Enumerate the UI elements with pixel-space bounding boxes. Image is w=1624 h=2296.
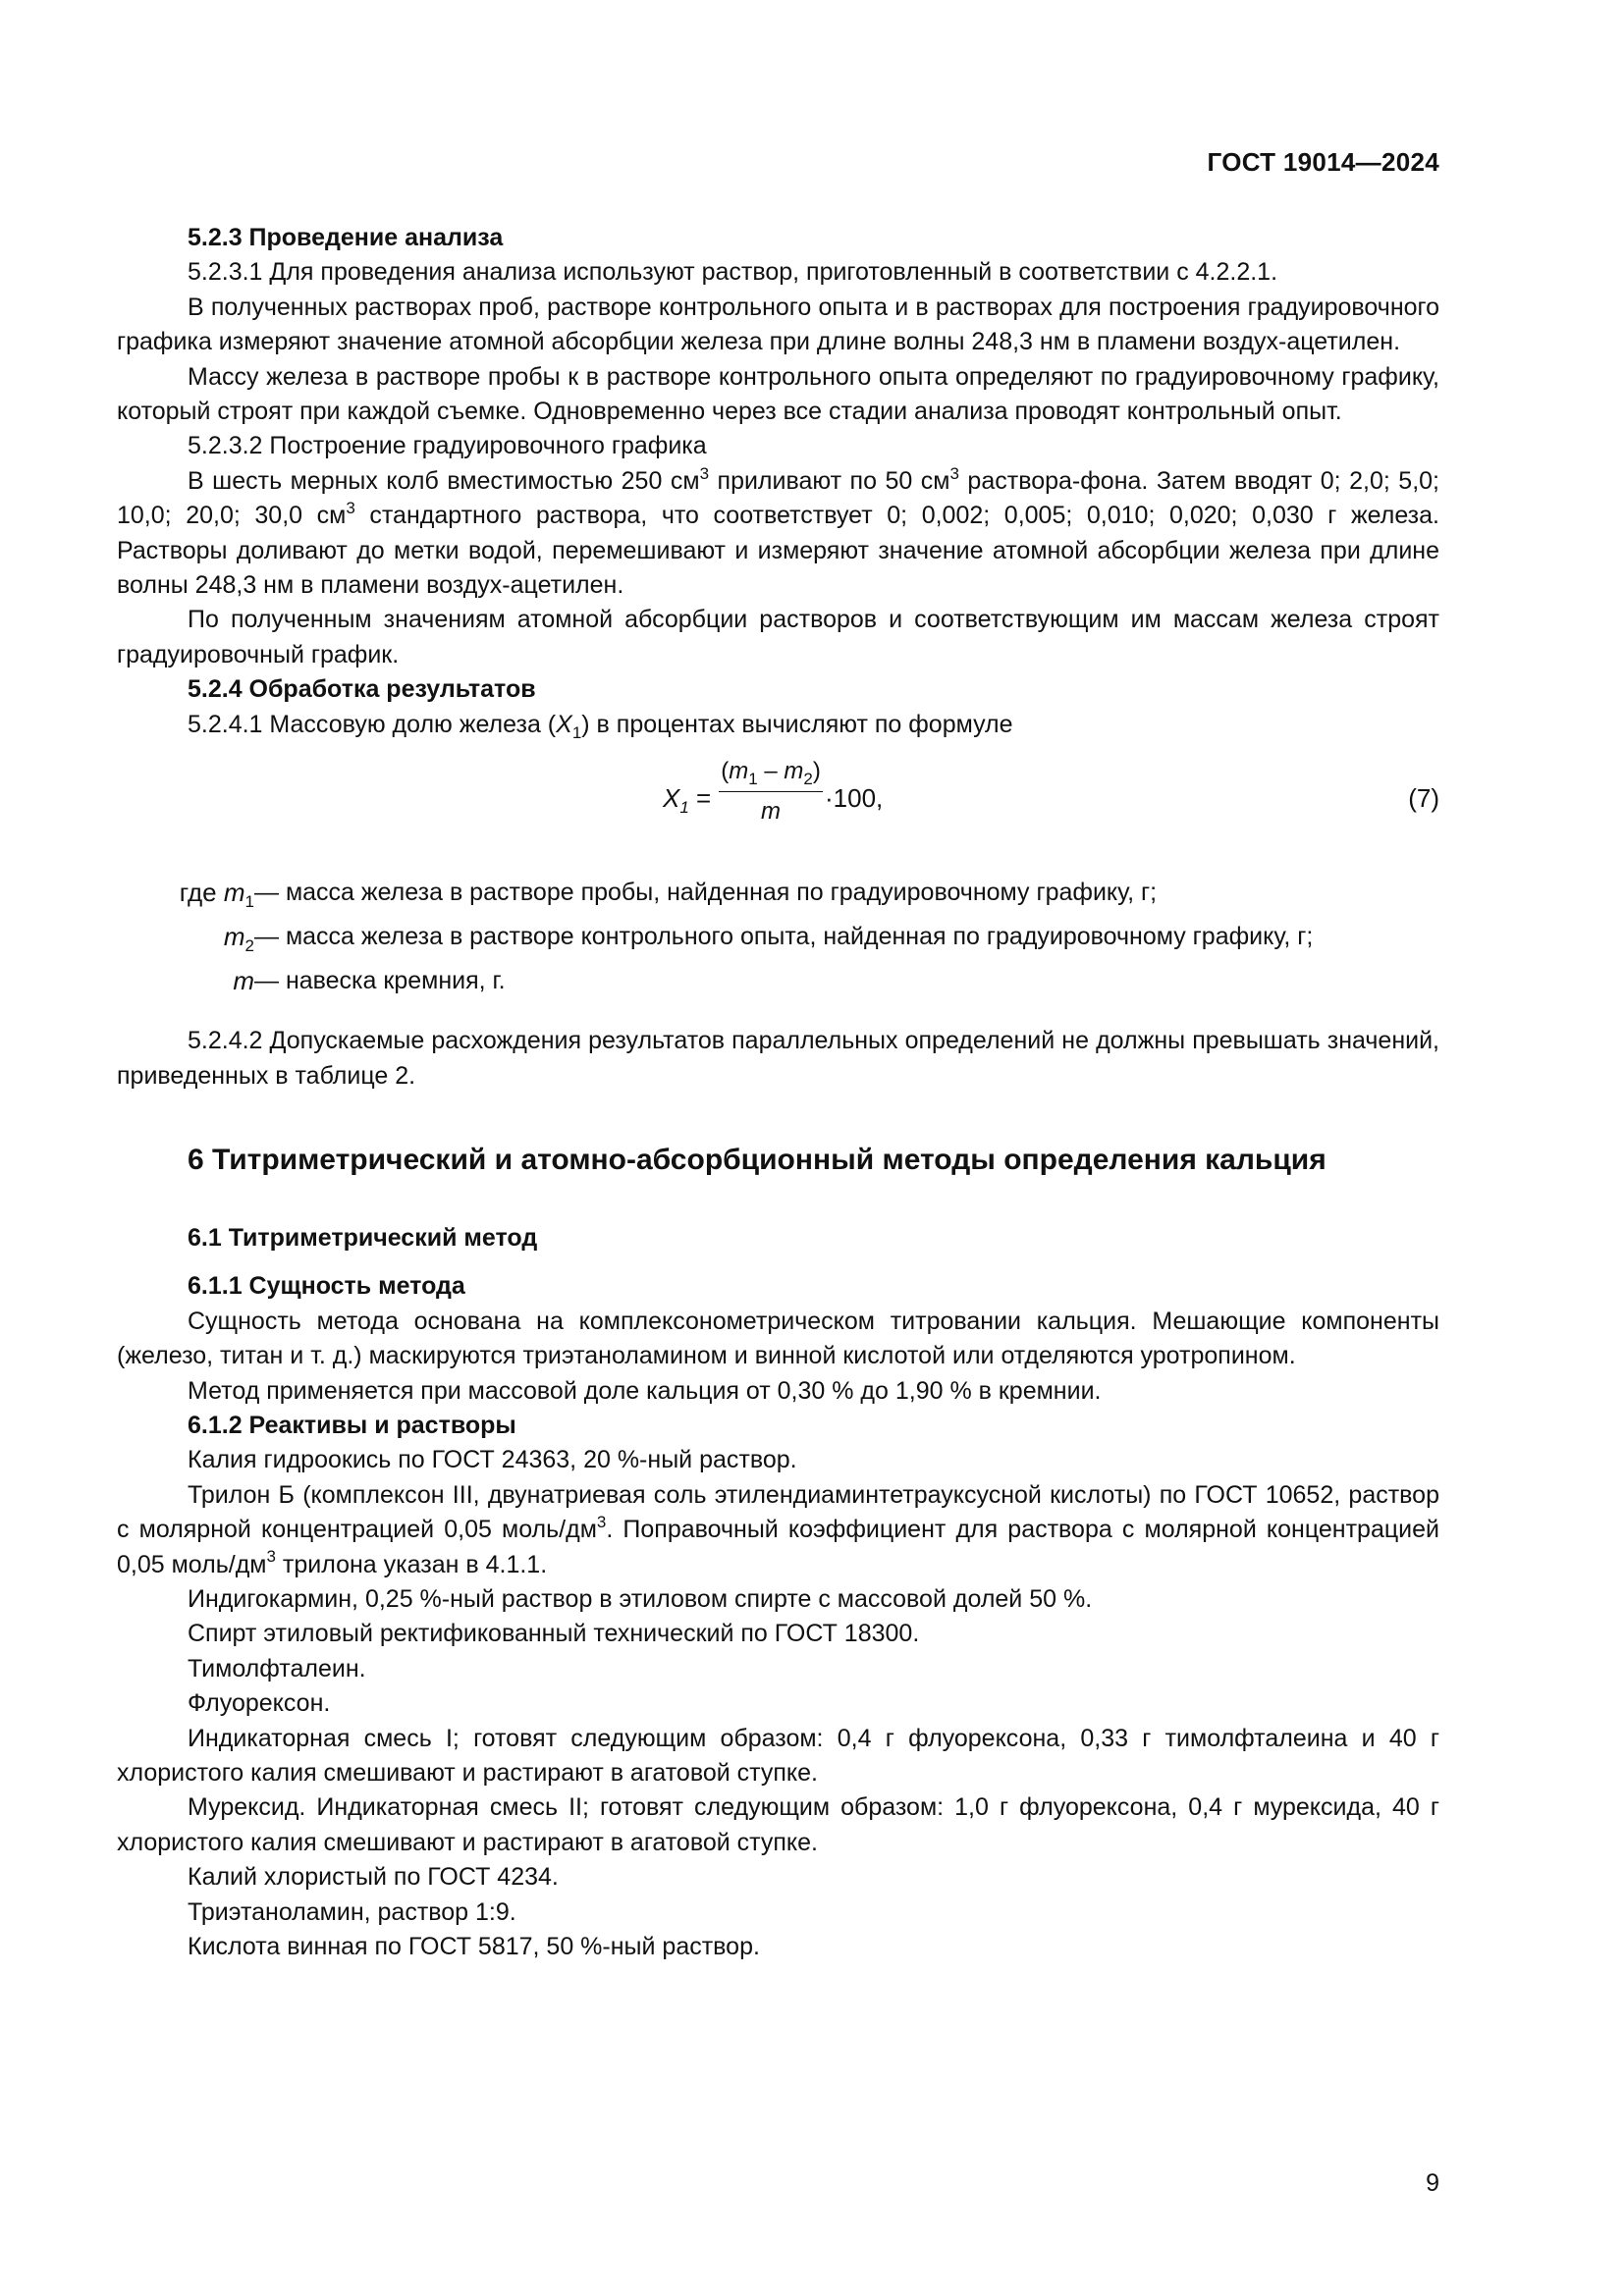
para-calibration-graph: По полученным значениям атомной абсорбции растворов и соответствующим им массам железа строят градуировочный график. xyxy=(117,606,1439,668)
para-5-2-4-2: 5.2.4.2 Допускаемые расхождения результатов параллельных определений не должны превышать значений, приведенных в таблице 2. xyxy=(117,1027,1439,1090)
formula-multiplier: ·100, xyxy=(825,783,884,814)
para-iron-mass: Массу железа в растворе пробы к в растворе контрольного опыта определяют по градуировочному графику, который строят при каждой съемке. Одновременно через все стадии анализа проводят контрольный опыт. xyxy=(117,362,1439,426)
definition-m1: где $m_1$ — масса железа в растворе пробы, найденная по градуировочному графику, г; xyxy=(179,878,1158,912)
document-page xyxy=(117,0,1439,2296)
heading-5-2-3: 5.2.3 Проведение анализа xyxy=(188,224,504,251)
para-calibration: В шесть мерных колб вместимостью 250 $см^3$ приливают по 50 $см^3$ раствора-фона. Затем вводят 0; 2,0; 5,0; 10,0; 20,0; 30,0 $см^3$ стандартного раствора, что соответствует 0; 0,002; 0,005; 0,010; 0,020; 0,030 г железа. Растворы доливают до метки водой, перемешивают и измеряют значение атомной абсорбции железа при длине волны 248,3 нм в пламени воздух-ацетилен. xyxy=(117,463,1440,600)
section-6-title: 6 Титриметрический и атомно-абсорбционный методы определения кальция xyxy=(188,1143,1326,1176)
formula-lhs: $X_1$ = xyxy=(663,783,712,818)
reagent-koh: Калия гидроокись по ГОСТ 24363, 20 %-ный раствор. xyxy=(188,1446,797,1474)
definition-m: m — навеска кремния, г. xyxy=(233,966,506,996)
heading-6-1-1: 6.1.1 Сущность метода xyxy=(188,1272,465,1301)
heading-5-2-4: 5.2.4 Обработка результатов xyxy=(188,675,536,704)
para-5-2-3-1: 5.2.3.1 Для проведения анализа используют раствор, приготовленный в соответствии с 4.2.2.1. xyxy=(188,258,1278,287)
heading-6-1-2: 6.1.2 Реактивы и растворы xyxy=(188,1411,516,1439)
reagent-indicator-mix-2: Мурексид. Индикаторная смесь II; готовят следующим образом: 1,0 г флуорексона, 0,4 г мурексида, 40 г хлористого калия смешивают и растирают в агатовой ступке. xyxy=(117,1793,1439,1856)
reagent-triethanolamine: Триэтаноламин, раствор 1:9. xyxy=(188,1897,516,1926)
heading-6-1: 6.1 Титриметрический метод xyxy=(188,1223,538,1252)
para-measurement: В полученных растворах проб, растворе контрольного опыта и в растворах для построения градуировочного графика измеряют значение атомной абсорбции железа при длине волны 248,3 нм в пламени воздух-ацетилен. xyxy=(117,293,1439,356)
document-body xyxy=(117,221,1439,1964)
para-method-range: Метод применяется при массовой доле кальция от 0,30 % до 1,90 % в кремнии. xyxy=(188,1376,1102,1405)
formula-number: (7) xyxy=(1408,783,1439,814)
reagent-tartaric-acid: Кислота винная по ГОСТ 5817, 50 %-ный раствор. xyxy=(188,1933,760,1961)
reagent-ethanol: Спирт этиловый ректификованный технический по ГОСТ 18300. xyxy=(188,1620,920,1648)
formula-7 xyxy=(117,750,1439,844)
para-5-2-3-2: 5.2.3.2 Построение градуировочного графика xyxy=(188,432,707,460)
reagent-indicator-mix-1: Индикаторная смесь I; готовят следующим образом: 0,4 г флуорексона, 0,33 г тимолфталеина и 40 г хлористого калия смешивают и растирают в агатовой ступке. xyxy=(117,1724,1439,1787)
definition-m2: $m_2$ — масса железа в растворе контрольного опыта, найденная по градуировочному графику, г; xyxy=(223,922,1314,956)
reagent-indigocarmine: Индигокармин, 0,25 %-ный раствор в этиловом спирте с массовой долей 50 %. xyxy=(188,1584,1093,1613)
document-header: ГОСТ 19014—2024 xyxy=(1207,147,1439,177)
reagent-thymolphthalein: Тимолфталеин. xyxy=(188,1654,366,1682)
formula-fraction xyxy=(719,754,823,828)
reagent-kcl: Калий хлористый по ГОСТ 4234. xyxy=(188,1863,559,1892)
page-number: 9 xyxy=(1426,2169,1439,2197)
reagent-trilon: Трилон Б (комплексон III, двунатриевая соль этилендиаминтетрауксусной кислоты) по ГОСТ 10652, раствор с молярной концентрацией 0,05 моль/$дм^3$. Поправочный коэффициент для раствора с молярной концентрацией 0,05 моль/$дм^3$ трилона указан в 4.1.1. xyxy=(117,1480,1439,1578)
variable-definitions xyxy=(117,876,1439,1008)
para-method-essence: Сущность метода основана на комплексонометрическом титровании кальция. Мешающие компоненты (железо, титан и т. д.) маскируются триэтаноламином и винной кислотой или отделяются уротропином. xyxy=(117,1307,1439,1370)
reagent-fluorexon: Флуорексон. xyxy=(188,1689,331,1718)
formula-denominator: m xyxy=(761,797,781,825)
para-5-2-4-1: 5.2.4.1 Массовую долю железа $(X_1)$ в процентах вычисляют по формуле xyxy=(188,710,1013,742)
formula-numerator: $(m_1 - m_2)$ xyxy=(719,754,823,791)
